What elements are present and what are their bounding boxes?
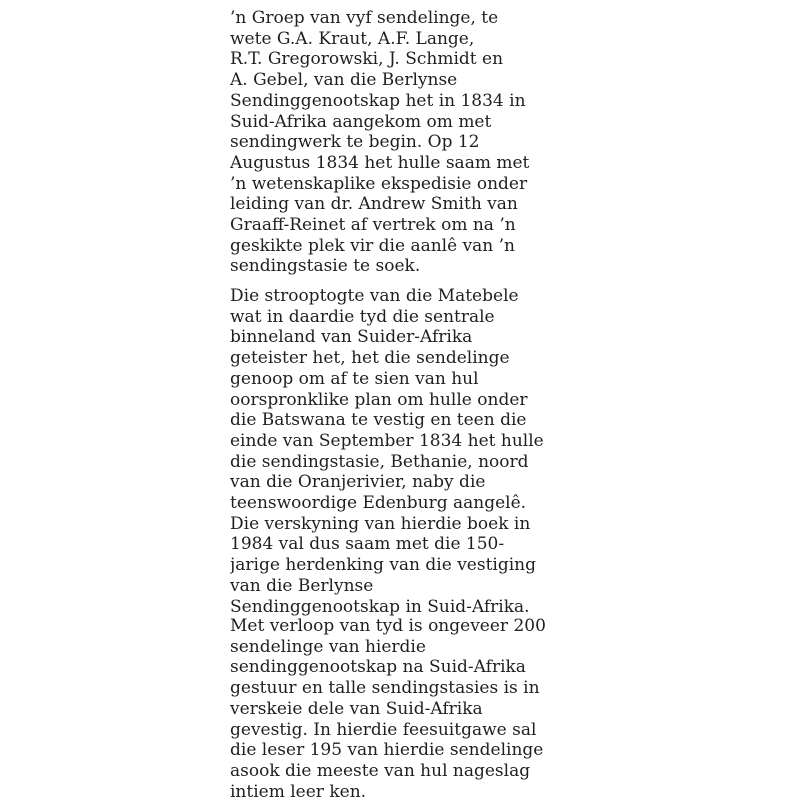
text-line: die Batswana te vestig en teen die bbox=[230, 410, 527, 431]
text-line: Suid-Afrika aangekom om met bbox=[230, 111, 492, 132]
text-line: Met verloop van tyd is ongeveer 200 bbox=[230, 616, 546, 636]
text-line: sendelinge van hierdie bbox=[230, 636, 426, 657]
paragraph-3 bbox=[230, 616, 590, 800]
text-line: genoop om af te sien van hul bbox=[230, 368, 479, 389]
text-line: geskikte plek vir die aanlê van ’n bbox=[230, 235, 516, 256]
text-line: verskeie dele van Suid-Afrika bbox=[230, 698, 483, 719]
text-line: teenswoordige Edenburg aangelê. bbox=[230, 493, 527, 514]
text-line: wete G.A. Kraut, A.F. Lange, bbox=[230, 28, 475, 49]
text-line: intiem leer ken. bbox=[230, 781, 367, 800]
text-line: gevestig. In hierdie feesuitgawe sal bbox=[230, 719, 537, 740]
text-line: Augustus 1834 het hulle saam met bbox=[230, 152, 530, 173]
paragraph-2 bbox=[230, 286, 590, 617]
text-line: Die strooptogte van die Matebele bbox=[230, 286, 519, 306]
text-line: 1984 val dus saam met die 150- bbox=[230, 534, 505, 555]
text-line: R.T. Gregorowski, J. Schmidt en bbox=[230, 49, 504, 70]
text-line: jarige herdenking van die vestiging bbox=[230, 555, 536, 576]
text-line: A. Gebel, van die Berlynse bbox=[230, 70, 458, 91]
text-line: binneland van Suider-Afrika bbox=[230, 327, 473, 348]
text-line: ’n wetenskaplike ekspedisie onder bbox=[230, 173, 528, 194]
text-line: sendingwerk te begin. Op 12 bbox=[230, 132, 480, 153]
text-line: van die Berlynse bbox=[230, 575, 374, 596]
text-line: asook die meeste van hul nageslag bbox=[230, 760, 531, 781]
text-line: sendinggenootskap na Suid-Afrika bbox=[230, 657, 526, 678]
text-line: sendingstasie te soek. bbox=[230, 256, 421, 277]
text-line: oorspronklike plan om hulle onder bbox=[230, 389, 528, 410]
text-line: einde van September 1834 het hulle bbox=[230, 430, 544, 451]
text-line: Die verskyning van hierdie boek in bbox=[230, 513, 531, 534]
text-line: die leser 195 van hierdie sendelinge bbox=[230, 740, 544, 761]
document-page bbox=[230, 0, 590, 800]
text-line: van die Oranjerivier, naby die bbox=[230, 472, 486, 493]
text-line: leiding van dr. Andrew Smith van bbox=[230, 194, 518, 215]
text-line: Graaff-Reinet af vertrek om na ’n bbox=[230, 215, 516, 236]
text-line: geteister het, het die sendelinge bbox=[230, 348, 510, 369]
text-line: wat in daardie tyd die sentrale bbox=[230, 306, 495, 327]
text-line: die sendingstasie, Bethanie, noord bbox=[230, 451, 529, 472]
text-line: gestuur en talle sendingstasies is in bbox=[230, 678, 540, 699]
text-line: Sendinggenootskap het in 1834 in bbox=[230, 90, 526, 111]
paragraph-1 bbox=[230, 8, 590, 277]
text-line: Sendinggenootskap in Suid-Afrika. bbox=[230, 596, 530, 617]
text-line: ’n Groep van vyf sendelinge, te bbox=[230, 8, 499, 28]
